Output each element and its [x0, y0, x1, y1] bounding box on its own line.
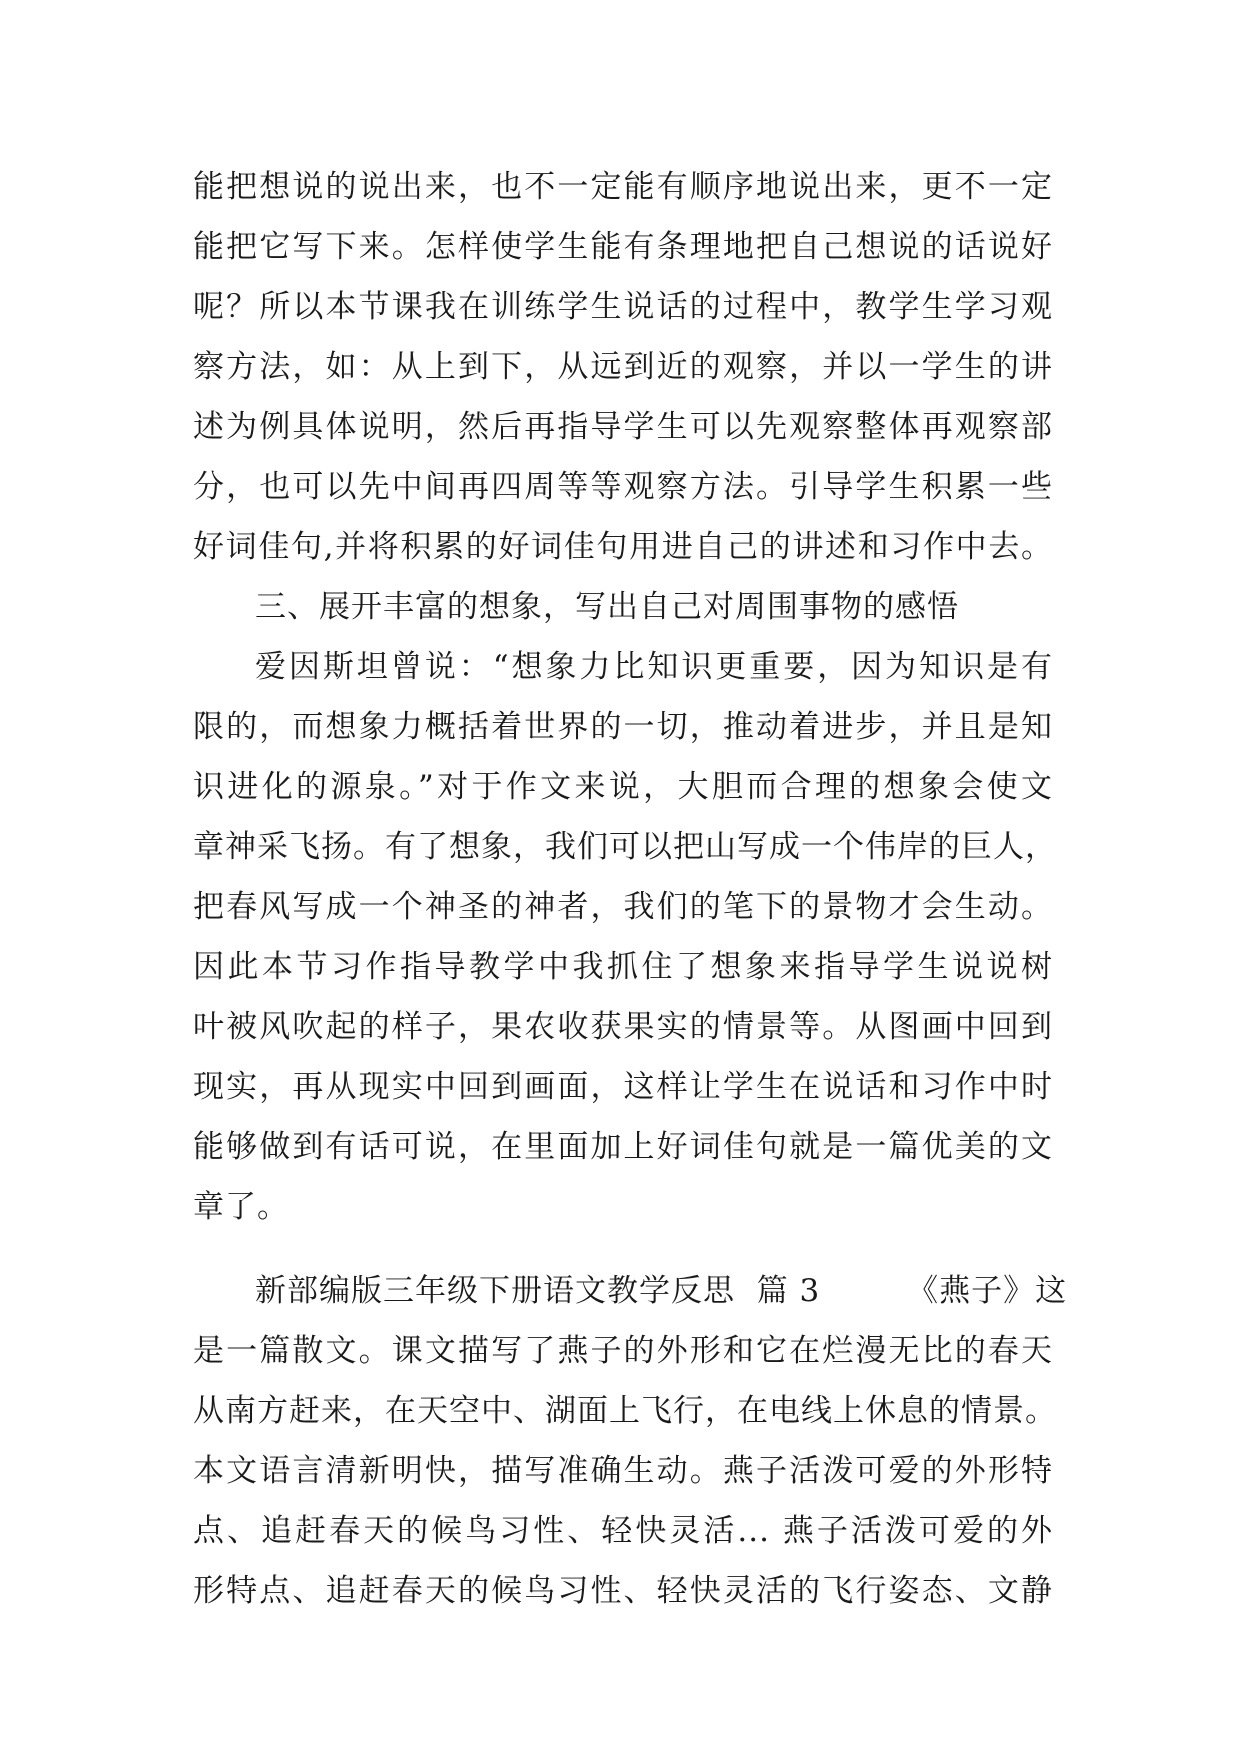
text-line: 叶被风吹起的样子，果农收获果实的情景等。从图画中回到: [193, 1009, 1053, 1045]
text-line: 形特点、追赶春天的候鸟习性、轻快灵活的飞行姿态、文静: [193, 1573, 1053, 1609]
text-line: 点、追赶春天的候鸟习性、轻快灵活... 燕子活泼可爱的外: [193, 1513, 1053, 1549]
section-heading: 三、展开丰富的想象，写出自己对周围事物的感悟: [255, 589, 959, 625]
text-line: 把春风写成一个神圣的神者，我们的笔下的景物才会生动。: [193, 889, 1053, 925]
text-line: 识进化的源泉。”对于作文来说，大胆而合理的想象会使文: [193, 769, 1053, 805]
paragraph-gap: [193, 1237, 1053, 1261]
text-line: 本文语言清新明快，描写准确生动。燕子活泼可爱的外形特: [193, 1453, 1053, 1489]
text-line: 分，也可以先中间再四周等等观察方法。引导学生积累一些: [193, 469, 1053, 505]
text-line: 能把想说的说出来，也不一定能有顺序地说出来，更不一定: [193, 169, 1053, 205]
document-body: [193, 157, 1068, 1621]
text-line: 能够做到有话可说，在里面加上好词佳句就是一篇优美的文: [193, 1129, 1053, 1165]
text-line: 现实，再从现实中回到画面，这样让学生在说话和习作中时: [193, 1069, 1053, 1105]
text-line: 因此本节习作指导教学中我抓住了想象来指导学生说说树: [193, 949, 1053, 985]
text-line: 从南方赶来，在天空中、湖面上飞行，在电线上休息的情景。: [193, 1393, 1057, 1429]
text-line: 是一篇散文。课文描写了燕子的外形和它在烂漫无比的春天: [193, 1333, 1053, 1369]
text-line: 能把它写下来。怎样使学生能有条理地把自己想说的话说好: [193, 229, 1053, 265]
text-line: 好词佳句,并将积累的好词佳句用进自己的讲述和习作中去。: [193, 529, 1053, 565]
text-line: 爱因斯坦曾说：“想象力比知识更重要，因为知识是有: [255, 649, 1053, 685]
text-line: 述为例具体说明，然后再指导学生可以先观察整体再观察部: [193, 409, 1053, 445]
text-line: 限的，而想象力概括着世界的一切，推动着进步，并且是知: [193, 709, 1053, 745]
text-line: 章神采飞扬。有了想象，我们可以把山写成一个伟岸的巨人，: [193, 829, 1057, 865]
text-line: 察方法，如：从上到下，从远到近的观察，并以一学生的讲: [193, 349, 1053, 385]
text-line: 章了。: [193, 1189, 289, 1225]
article-title-line: 新部编版三年级下册语文教学反思 篇 3 《燕子》这: [255, 1273, 1068, 1309]
text-line: 呢？所以本节课我在训练学生说话的过程中，教学生学习观: [193, 289, 1053, 325]
